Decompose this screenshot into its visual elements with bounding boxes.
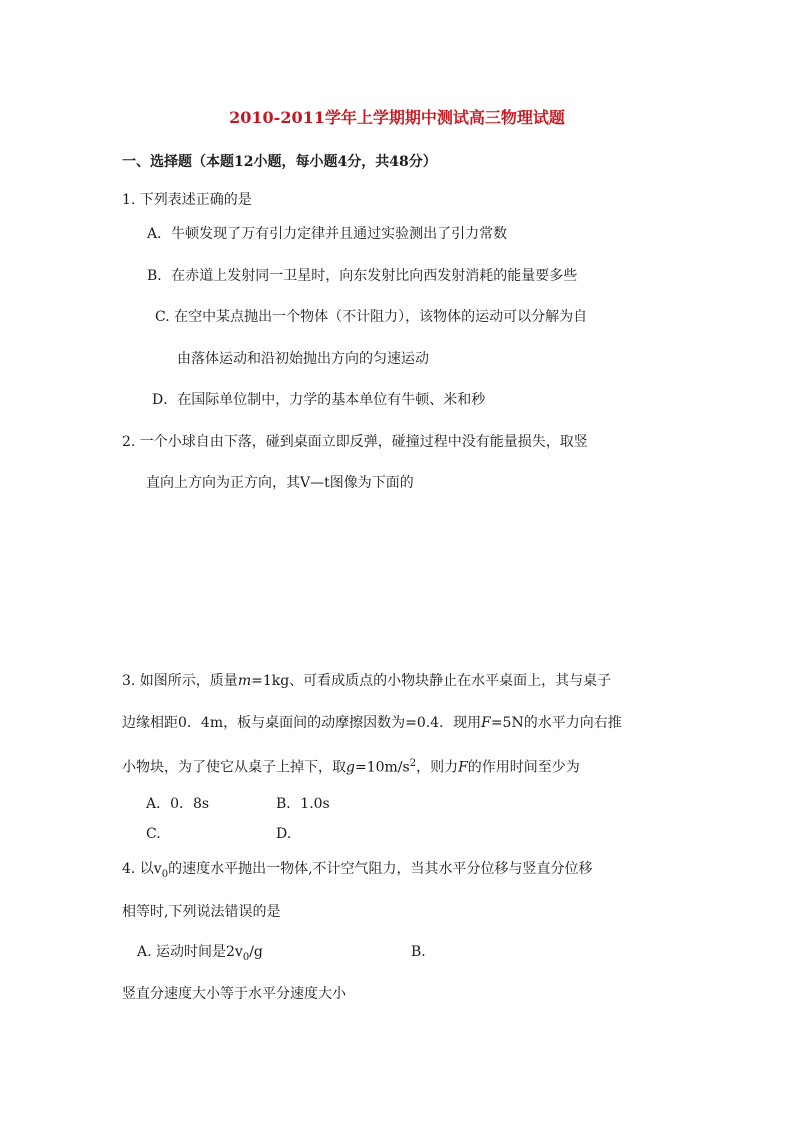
q1-option-c: C. 在空中某点抛出一个物体（不计阻力），该物体的运动可以分解为自 — [155, 309, 588, 325]
q1-option-c-cont: 由落体运动和沿初始抛出方向的匀速运动 — [177, 351, 429, 367]
q3-option-d: D. — [276, 826, 292, 842]
q3-stem-cont2: 小物块，为了使它从桌子上掉下，取$g=10m/s^2$，则力F的作用时间至少为 — [122, 758, 580, 776]
q2-stem-cont: 直向上方向为正方向，其V—t图像为下面的 — [146, 475, 414, 491]
q3-option-a: A．0．8s — [146, 796, 210, 812]
page-title: 2010-2011学年上学期期中测试高三物理试题 — [229, 108, 565, 127]
q3-option-b: B．1.0s — [276, 796, 330, 812]
q4-option-b-text: 竖直分速度大小等于水平分速度大小 — [122, 986, 346, 1002]
q1-option-d: D．在国际单位制中，力学的基本单位有牛顿、米和秒 — [152, 392, 486, 408]
q3-stem: 3. 如图所示，质量m=1kg、可看成质点的小物块静止在水平桌面上，其与桌子 — [122, 673, 612, 689]
q3-stem-cont: 边缘相距0．4m，板与桌面间的动摩擦因数为=0.4．现用F=5N的水平力向右推 — [122, 715, 622, 731]
q4-option-a: A. 运动时间是$2v_0/g$ — [137, 944, 263, 963]
q4-stem: 4. 以$v_0$的速度水平抛出一物体,不计空气阻力，当其水平分位移与竖直分位移 — [122, 861, 593, 880]
q2-stem: 2. 一个小球自由下落，碰到桌面立即反弹，碰撞过程中没有能量损失，取竖 — [122, 434, 588, 450]
q3-option-c: C. — [146, 826, 161, 842]
q1-option-b: B．在赤道上发射同一卫星时，向东发射比向西发射消耗的能量要多些 — [147, 268, 578, 284]
q4-option-b: B. — [411, 944, 426, 960]
q4-stem-cont: 相等时,下列说法错误的是 — [122, 904, 281, 920]
section-heading: 一、选择题（本题12小题，每小题4分，共48分） — [122, 154, 437, 170]
q1-stem: 1. 下列表述正确的是 — [122, 192, 252, 208]
q1-option-a: A．牛顿发现了万有引力定律并且通过实验测出了引力常数 — [147, 226, 508, 242]
